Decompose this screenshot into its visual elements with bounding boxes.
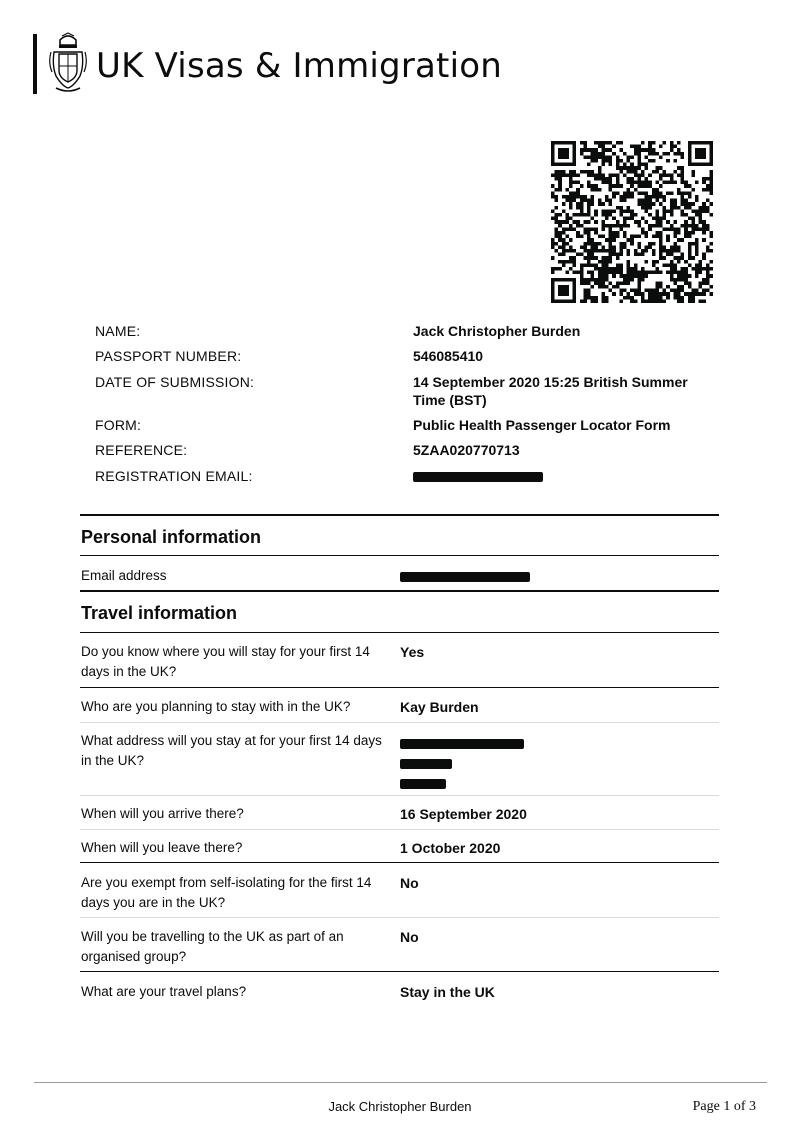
table-row-answer: Yes [400,644,425,660]
registration-email-label: REGISTRATION EMAIL: [95,468,253,484]
table-row-answer: 1 October 2020 [400,840,501,856]
footer-name: Jack Christopher Burden [328,1099,472,1114]
brand-bar [33,34,37,94]
address-answer [400,733,700,793]
row-divider [80,687,719,688]
footer-divider [34,1082,767,1083]
table-row-answer: 16 September 2020 [400,806,527,822]
section-divider [80,590,719,592]
table-row-answer: No [400,875,419,891]
table-row-question: What address will you stay at for your first 14 days in the UK? [81,733,382,768]
reference-value: 5ZAA020770713 [413,442,520,458]
row-divider [80,971,719,972]
redaction-mark [413,472,543,482]
passport-number-value: 546085410 [413,348,484,364]
passport-number-label: PASSPORT NUMBER: [95,348,242,364]
date-of-submission-label: DATE OF SUBMISSION: [95,374,255,390]
form-label: FORM: [95,417,142,433]
section-divider [80,555,719,556]
date-of-submission-value: 14 September 2020 15:25 British Summer Time (BST) [413,374,688,408]
section-divider [80,632,719,633]
page-indicator: Page 1 of 3 [692,1099,756,1114]
row-divider [80,795,719,796]
row-divider [80,917,719,918]
table-row-question: When will you leave there? [81,840,243,855]
qr-code [551,141,713,303]
redaction-mark [400,779,446,789]
email-address-question: Email address [81,568,167,583]
brand-title: UK Visas & Immigration [96,46,502,86]
redaction-mark [400,739,524,749]
email-address-answer [400,566,700,586]
registration-email-value [413,467,713,485]
table-row-question: Will you be travelling to the UK as part of an organised group? [81,929,344,964]
table-row-question: Who are you planning to stay with in the UK? [81,699,351,714]
royal-crest-icon [48,32,88,94]
section-divider [80,514,719,516]
table-row-answer: Kay Burden [400,699,479,715]
table-row-question: When will you arrive there? [81,806,244,821]
table-row-question: Do you know where you will stay for your first 14 days in the UK? [81,644,370,679]
name-label: NAME: [95,323,141,339]
row-divider [80,829,719,830]
table-row-question: Are you exempt from self-isolating for the first 14 days you are in the UK? [81,875,372,910]
table-row-answer: No [400,929,419,945]
table-row-question: What are your travel plans? [81,984,247,999]
personal-information-heading: Personal information [81,527,262,547]
redaction-mark [400,572,530,582]
redaction-mark [400,759,452,769]
table-row-answer: Stay in the UK [400,984,495,1000]
reference-label: REFERENCE: [95,442,188,458]
name-value: Jack Christopher Burden [413,323,581,339]
row-divider [80,722,719,723]
row-divider [80,862,719,863]
travel-information-heading: Travel information [81,603,238,623]
form-value: Public Health Passenger Locator Form [413,417,671,433]
